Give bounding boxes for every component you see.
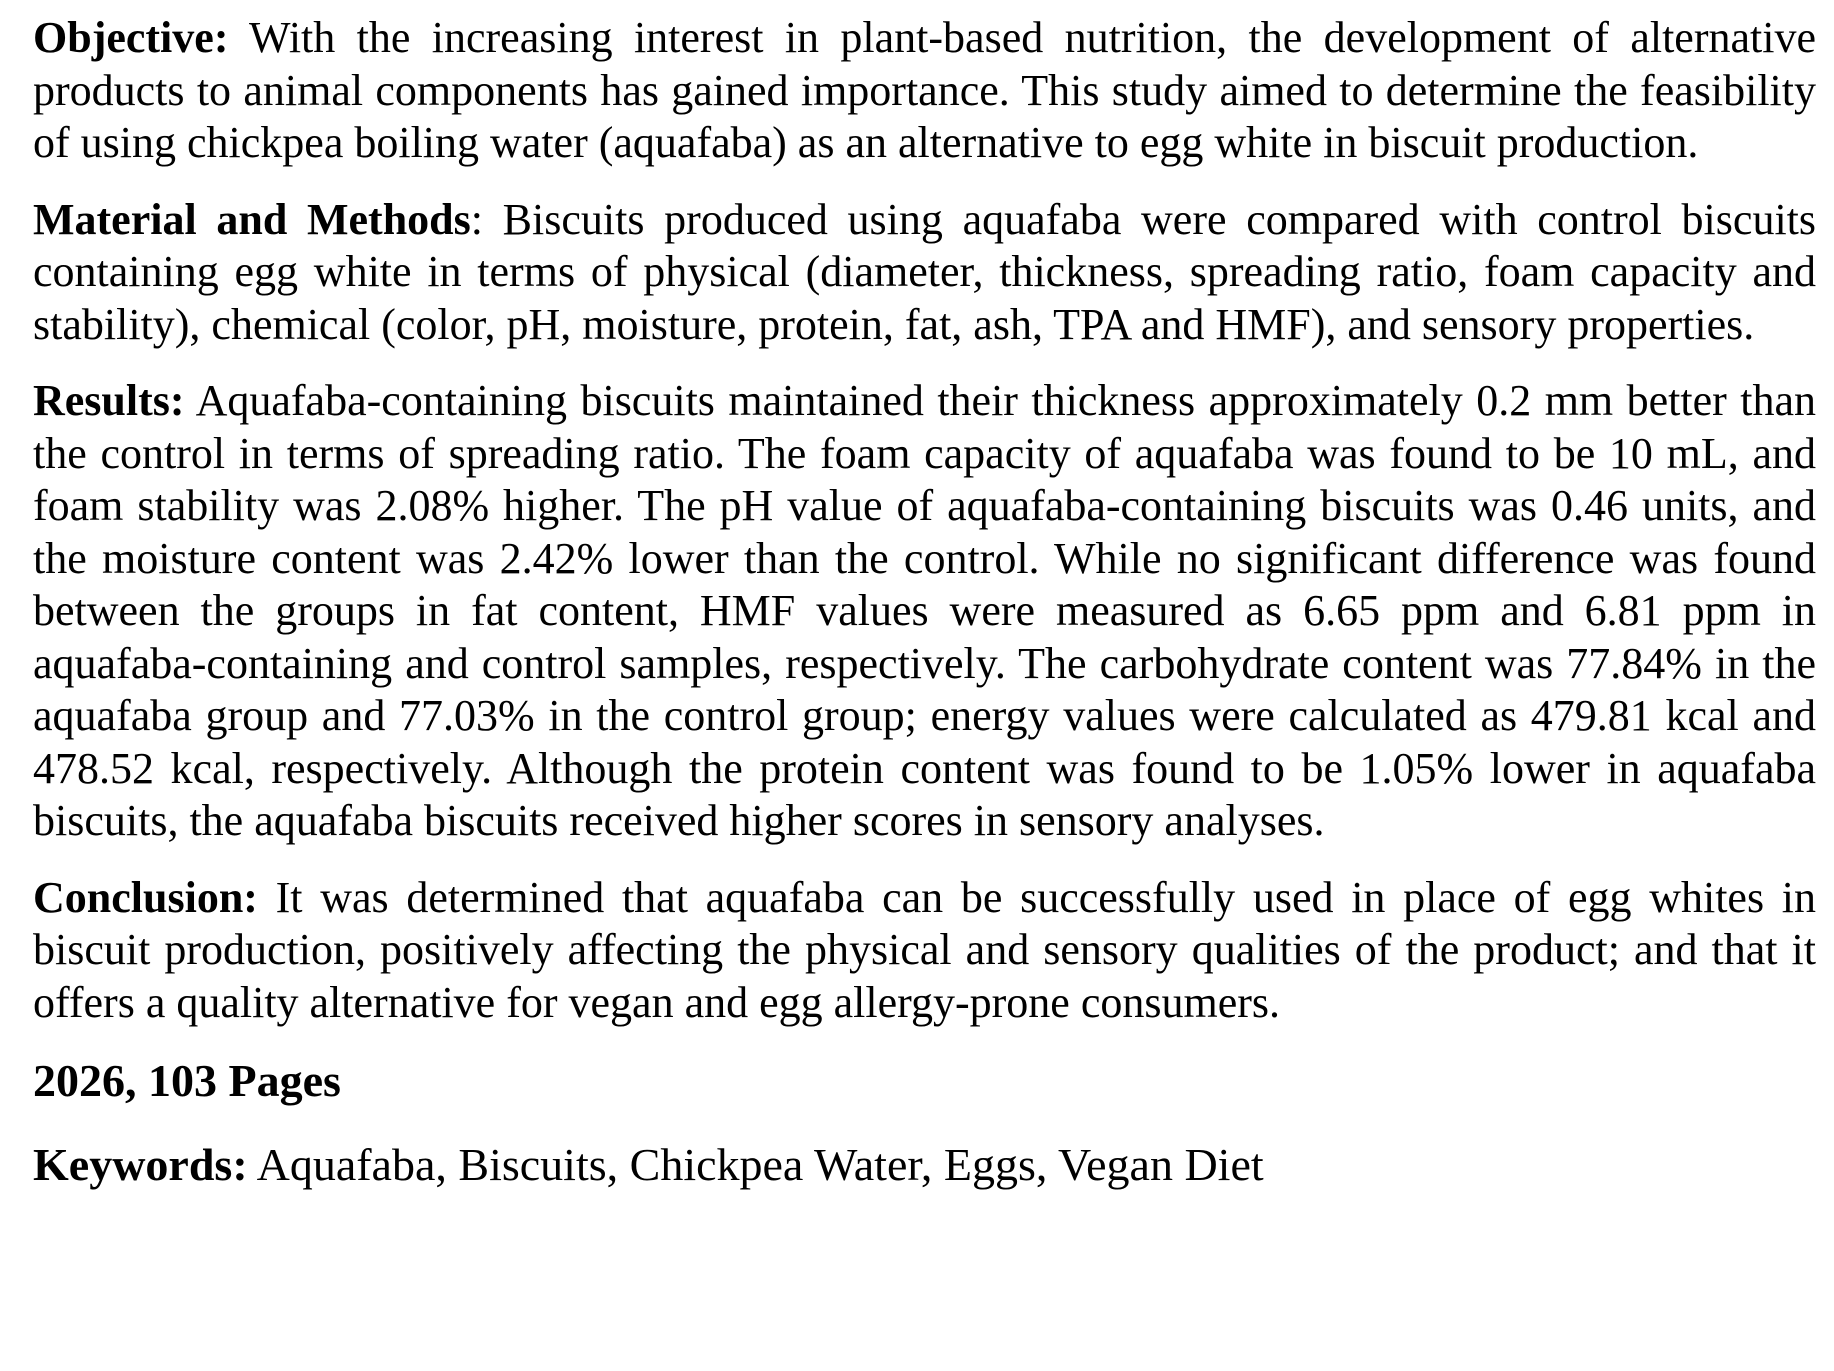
conclusion-text: It was determined that aquafaba can be successfully used in place of egg whites in biscuit production, positively affecting the physical and sensory qualities of the product; and that it offers a quality alternative for vegan and egg allergy-prone consumers.: [33, 872, 1816, 1027]
conclusion-paragraph: [33, 872, 1816, 1030]
page-count: 2026, 103 Pages: [33, 1055, 341, 1106]
keywords-text: Aquafaba, Biscuits, Chickpea Water, Eggs, Vegan Diet: [247, 1139, 1264, 1190]
methods-paragraph: [33, 194, 1816, 352]
keywords-line: [33, 1137, 1816, 1193]
conclusion-label: Conclusion:: [33, 872, 258, 922]
abstract-page: [33, 12, 1816, 1193]
objective-paragraph: [33, 12, 1816, 170]
methods-label: Material and Methods: [33, 194, 471, 244]
objective-text: With the increasing interest in plant-based nutrition, the development of alternative products to animal components has gained importance. This study aimed to determine the feasibility of using chickpea boiling water (aquafaba) as an alternative to egg white in biscuit production.: [33, 13, 1816, 167]
methods-text: : Biscuits produced using aquafaba were compared with control biscuits containing egg white in terms of physical (diameter, thickness, spreading ratio, foam capacity and stability), chemical (color, pH, moisture, protein, fat, ash, TPA and HMF), and sensory properties.: [33, 194, 1817, 349]
results-text: Aquafaba-containing biscuits maintained their thickness approximately 0.2 mm better than the control in terms of spreading ratio. The foam capacity of aquafaba was found to be 10 mL, and foam stability was 2.08% higher. The pH value of aquafaba-containing biscuits was 0.46 units, and the moisture content was 2.42% lower than the control. While no significant difference was found between the groups in fat content, HMF values were measured as 6.65 ppm and 6.81 ppm in aquafaba-containing and control samples, respectively. The carbohydrate content was 77.84% in the aquafaba group and 77.03% in the control group; energy values were calculated as 479.81 kcal and 478.52 kcal, respectively. Although the protein content was found to be 1.05% lower in aquafaba biscuits, the aquafaba biscuits received higher scores in sensory analyses.: [33, 376, 1816, 845]
results-paragraph: [33, 375, 1816, 848]
objective-label: Objective:: [33, 13, 229, 62]
results-label: Results:: [33, 376, 185, 425]
keywords-label: Keywords:: [33, 1139, 248, 1190]
